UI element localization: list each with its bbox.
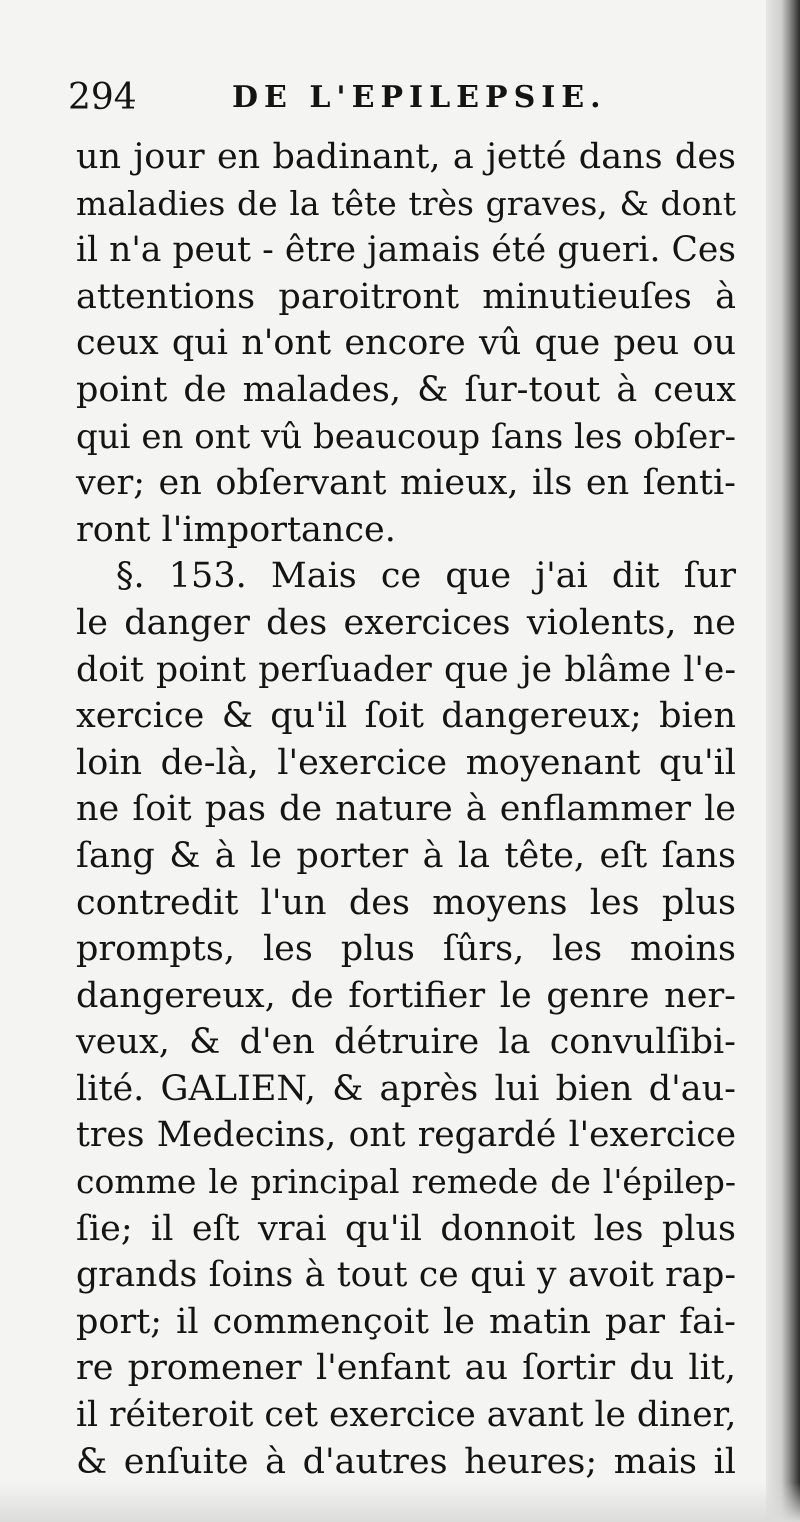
text-line: point de malades, & ſur-tout à ceux (76, 369, 736, 410)
text-line: ceux qui n'ont encore vû que peu ou (76, 323, 736, 364)
text-line: xercice & qu'il ſoit dangereux; bien (76, 696, 736, 737)
page-number: 294 (68, 77, 137, 118)
page-header (68, 70, 668, 126)
text-line: qui en ont vû beaucoup ſans les obſer- (76, 416, 736, 457)
text-line: comme le principal remede de l'épilep- (76, 1162, 736, 1202)
text-line: il n'a peut - être jamais été gueri. Ces (76, 230, 736, 271)
text-line: ſie; il eſt vrai qu'il donnoit les plus (76, 1208, 736, 1249)
text-line: grands ſoins à tout ce qui y avoit rap- (76, 1255, 736, 1296)
text-line: prompts, les plus ſûrs, les moins (76, 929, 736, 970)
text-line: le danger des exercices violents, ne (76, 602, 736, 643)
text-line: doit point perſuader que je blâme l'e- (76, 649, 736, 690)
text-line: port; il commençoit le matin par fai- (76, 1301, 736, 1342)
text-line: il réiteroit cet exercice avant le diner, (76, 1395, 737, 1436)
body-text (76, 134, 736, 1485)
text-line: & enſuite à d'autres heures; mais il (76, 1441, 736, 1482)
section-153-first-line: §. 153. Mais ce que j'ai dit ſur (116, 556, 736, 597)
text-line: veux, & d'en détruire la convulſibi- (76, 1022, 736, 1063)
text-line: loin de-là, l'exercice moyenant qu'il (76, 742, 736, 783)
text-line: ſang & à le porter à la tête, eſt ſans (76, 835, 736, 876)
running-title: DE L'EPILEPSIE. (232, 80, 607, 115)
text-line: ront l'importance. (76, 509, 396, 550)
text-line: re promener l'enfant au ſortir du lit, (76, 1348, 736, 1389)
text-line: tres Medecins, ont regardé l'exercice (76, 1115, 736, 1156)
text-line: un jour en badinant, a jetté dans des (76, 137, 736, 177)
text-line: ver; en obſervant mieux, ils en ſenti- (76, 463, 736, 504)
page-bottom-shadow (0, 1482, 800, 1522)
text-line: attentions paroitront minutieuſes à (76, 276, 736, 317)
page-edge-shadow (766, 0, 800, 1522)
text-line: lité. GALIEN, & après lui bien d'au- (76, 1068, 736, 1109)
text-line: contredit l'un des moyens les plus (76, 882, 736, 923)
text-line: maladies de la tête très graves, & dont (76, 183, 736, 223)
text-line: dangereux, de fortifier le genre ner- (76, 975, 736, 1016)
text-line: ne ſoit pas de nature à enflammer le (76, 789, 736, 830)
